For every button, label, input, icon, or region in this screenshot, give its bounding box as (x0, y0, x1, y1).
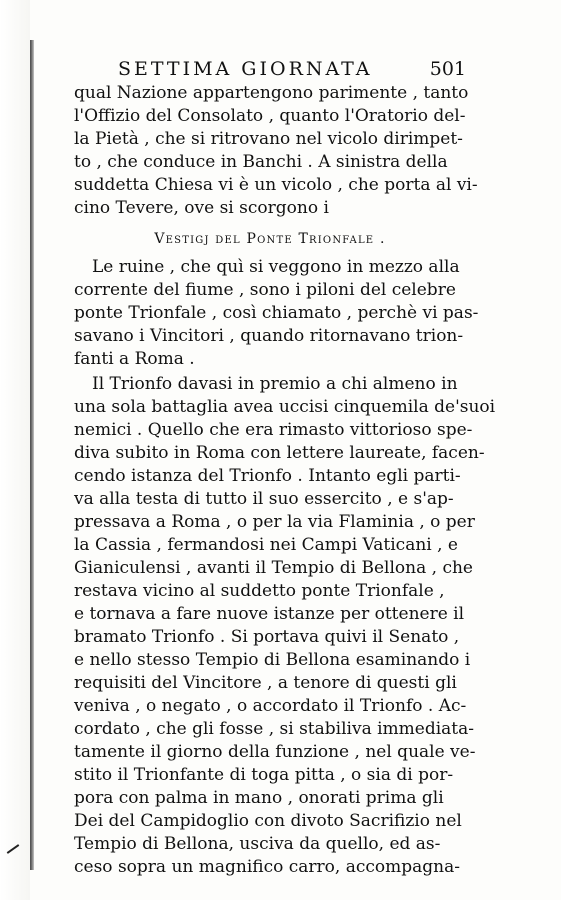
text-line: e tornava a fare nuove istanze per ottenere il (74, 604, 465, 624)
text-line: requisiti del Vincitore , a tenore di questi gli (74, 673, 457, 693)
book-page (74, 56, 496, 879)
text-line: e nello stesso Tempio di Bellona esaminando i (74, 650, 471, 670)
section-heading: Vestigj del Ponte Trionfale . (154, 231, 386, 247)
paragraph-triumph (74, 373, 496, 879)
text-line: una sola battaglia avea uccisi cinquemila de'suoi (74, 397, 496, 417)
text-line: cendo istanza del Trionfo . Intanto egli parti- (74, 466, 461, 486)
book-spine-edge (30, 40, 34, 870)
paragraph-ruins (74, 256, 479, 371)
text-line: Il Trionfo davasi in premio a chi almeno in (92, 374, 458, 394)
text-line: corrente del fiume , sono i piloni del celebre (74, 280, 456, 300)
text-line: cino Tevere, ove si scorgono i (74, 198, 329, 218)
text-line: stito il Trionfante di toga pitta , o sia di por- (74, 765, 454, 785)
text-line: restava vicino al suddetto ponte Trionfale , (74, 581, 445, 601)
text-line: fanti a Roma . (74, 349, 195, 369)
text-line: savano i Vincitori , quando ritornavano trion- (74, 326, 464, 346)
text-line: va alla testa di tutto il suo essercito , e s'ap- (74, 489, 454, 509)
page-gutter-shadow (0, 0, 30, 900)
text-line: ceso sopra un magnifico carro, accompagna- (74, 857, 460, 877)
opening-paragraph (74, 82, 478, 220)
text-line: diva subito in Roma con lettere laureate, facen- (74, 443, 485, 463)
text-line: suddetta Chiesa vi è un vicolo , che porta al vi- (74, 175, 478, 195)
text-line: la Cassia , fermandosi nei Campi Vaticani , e (74, 535, 458, 555)
body-text (74, 82, 496, 879)
text-line: pressava a Roma , o per la via Flaminia , o per (74, 512, 475, 532)
text-line: la Pietà , che si ritrovano nel vicolo dirimpet- (74, 129, 463, 149)
text-line: ponte Trionfale , così chiamato , perchè vi pas- (74, 303, 479, 323)
text-line: Le ruine , che quì si veggono in mezzo alla (92, 257, 460, 277)
text-line: veniva , o negato , o accordato il Trionfo . Ac- (74, 696, 467, 716)
page-number: 501 (429, 58, 466, 80)
text-line: bramato Trionfo . Si portava quivi il Senato , (74, 627, 460, 647)
text-line: nemici . Quello che era rimasto vittorioso spe- (74, 420, 473, 440)
text-line: to , che conduce in Banchi . A sinistra della (74, 152, 448, 172)
text-line: cordato , che gli fosse , si stabiliva immediata- (74, 719, 475, 739)
running-head (118, 56, 466, 82)
text-line: Dei del Campidoglio con divoto Sacrifizio nel (74, 811, 462, 831)
text-line: Tempio di Bellona, usciva da quello, ed as- (74, 834, 441, 854)
text-line: l'Offizio del Consolato , quanto l'Oratorio del- (74, 106, 466, 126)
running-head-title: SETTIMA GIORNATA (118, 58, 373, 80)
text-line: pora con palma in mano , onorati prima gli (74, 788, 444, 808)
text-line: Gianiculensi , avanti il Tempio di Bellona , che (74, 558, 473, 578)
text-line: tamente il giorno della funzione , nel quale ve- (74, 742, 476, 762)
text-line: qual Nazione appartengono parimente , tanto (74, 83, 469, 103)
